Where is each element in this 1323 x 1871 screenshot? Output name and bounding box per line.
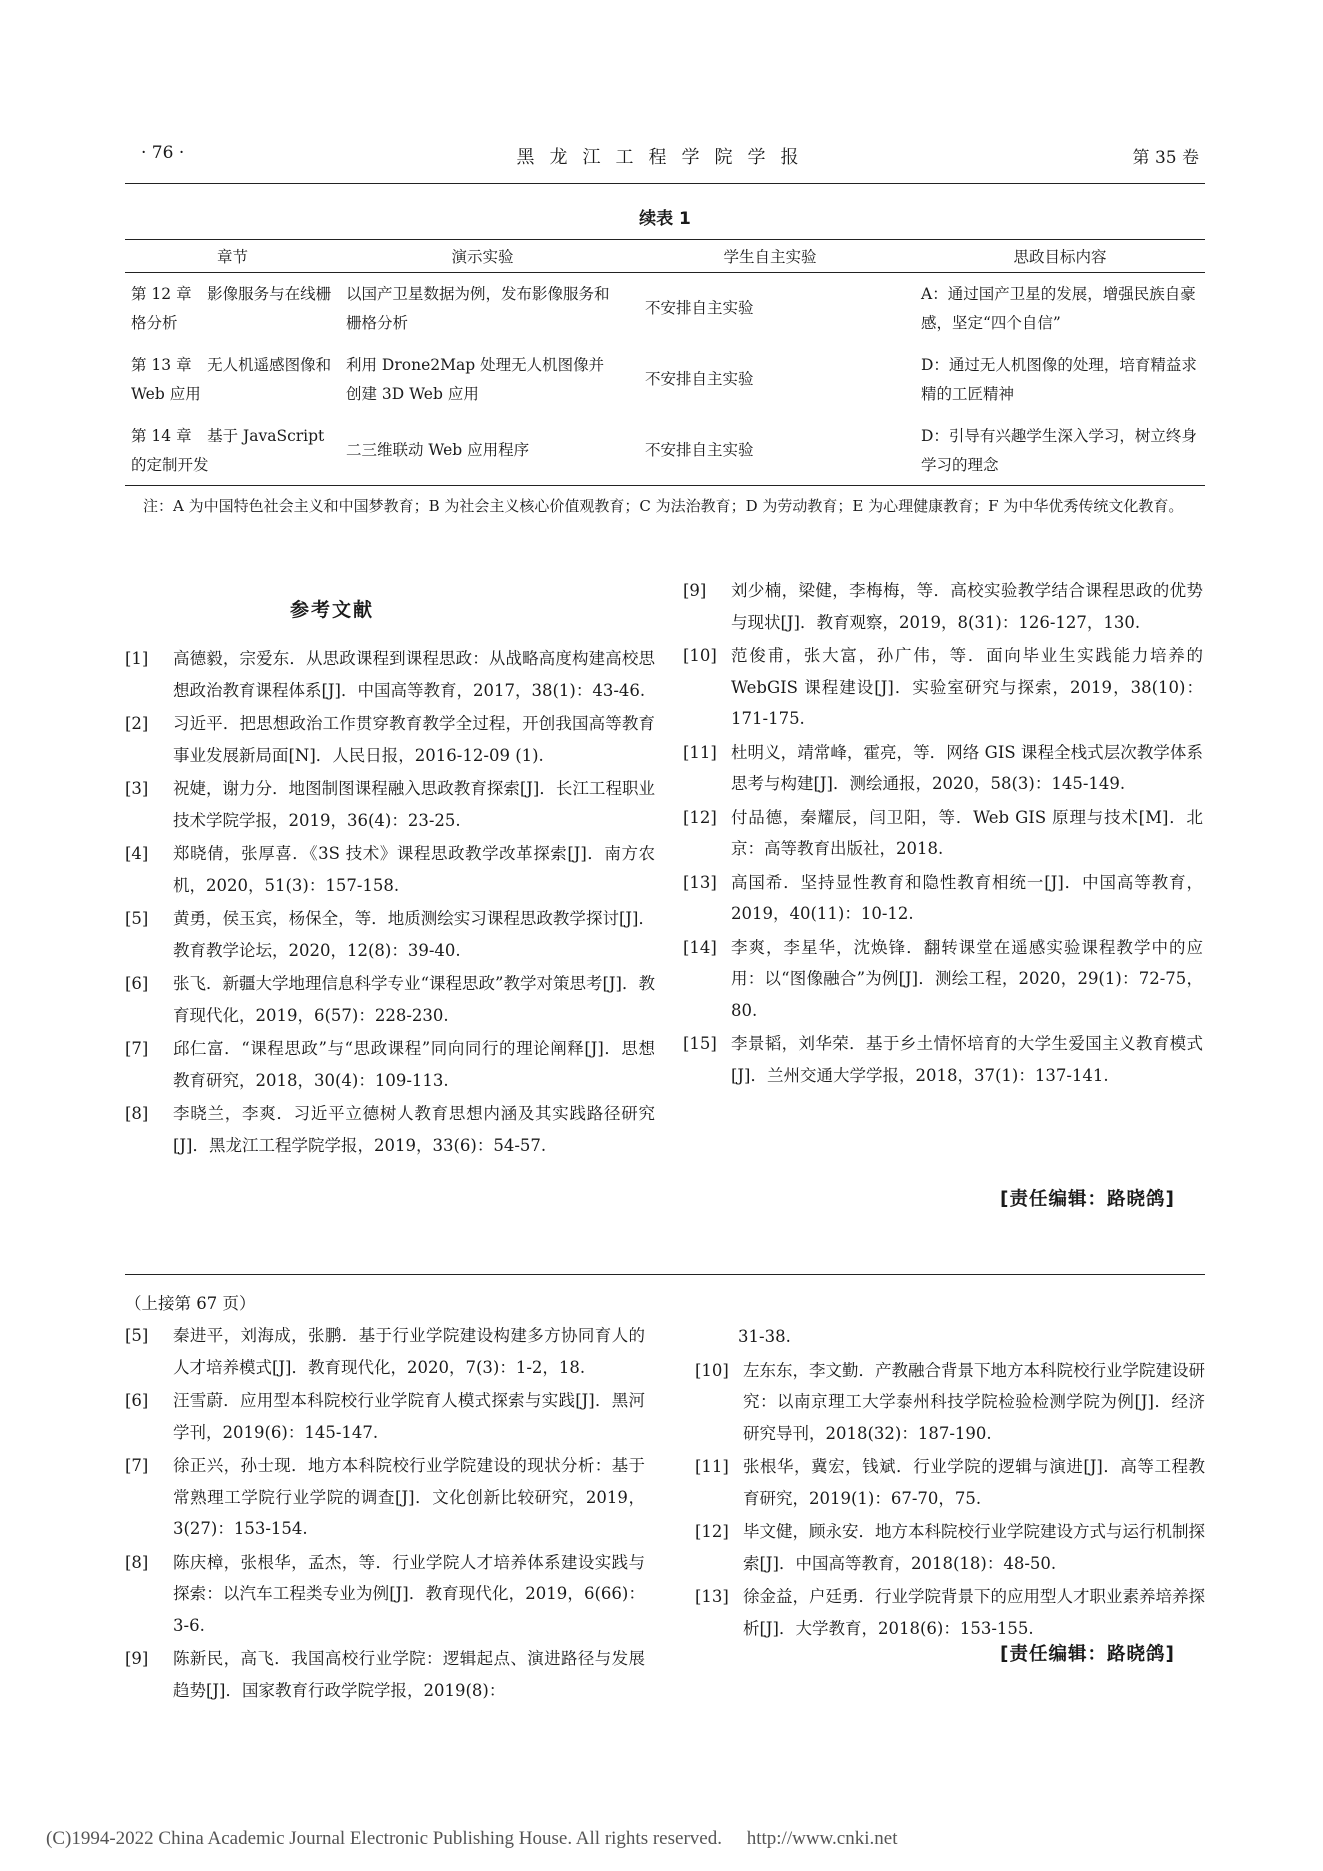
reference-number: [4] [125, 844, 149, 863]
reference-number: [11] [695, 1457, 729, 1476]
reference-text: 李景韬，刘华荣．基于乡土情怀培育的大学生爱国主义教育模式[J]．兰州交通大学学报，2018，37(1)：137-141. [731, 1034, 1203, 1085]
reference-item [125, 1033, 655, 1096]
cell-goal: A：通过国产卫星的发展，增强民族自豪感，坚定“四个自信” [921, 284, 1196, 332]
reference-item [125, 1643, 645, 1706]
reference-text: 习近平．把思想政治工作贯穿教育教学全过程，开创我国高等教育事业发展新局面[N]．人民日报，2016-12-09 (1). [173, 714, 655, 765]
cell-chapter: 第 14 章 基于 JavaScript 的定制开发 [131, 426, 325, 474]
reference-number: [13] [695, 1587, 729, 1606]
reference-text: 秦进平，刘海成，张鹏．基于行业学院建设构建多方协同育人的人才培养模式[J]．教育现代化，2020，7(3)：1-2，18. [173, 1326, 645, 1377]
reference-item [683, 802, 1203, 865]
header-rule [125, 183, 1205, 184]
reference-text: 高国希．坚持显性教育和隐性教育相统一[J]．中国高等教育，2019，40(11)：10-12. [731, 872, 1203, 923]
reference-item [125, 1450, 645, 1545]
copyright-footer [46, 1828, 897, 1850]
header-demo: 演示实验 [340, 240, 625, 273]
reference-text: 黄勇，侯玉宾，杨保全，等．地质测绘实习课程思政教学探讨[J]．教育教学论坛，2020，12(8)：39-40. [173, 909, 655, 960]
reference-text: 张飞．新疆大学地理信息科学专业“课程思政”教学对策思考[J]．教育现代化，2019，6(57)：228-230. [173, 974, 655, 1025]
cell-chapter: 第 12 章 影像服务与在线栅格分析 [131, 284, 332, 332]
continued-left-column [125, 1320, 645, 1708]
reference-text: 郑晓倩，张厚喜．《3S 技术》课程思政教学改革探索[J]．南方农机，2020，51(3)：157-158. [173, 844, 655, 895]
table-title: 续表 1 [639, 209, 691, 229]
reference-item [695, 1581, 1205, 1644]
reference-number: [9] [125, 1649, 149, 1668]
reference-item [125, 773, 655, 836]
header-self-experiment: 学生自主实验 [625, 240, 915, 273]
reference-number: [12] [683, 807, 717, 827]
reference-number: [8] [125, 1104, 149, 1123]
running-header [125, 143, 1205, 173]
cnki-link[interactable]: http://www.cnki.net [746, 1828, 898, 1849]
reference-number: [9] [683, 581, 707, 600]
references-heading: 参考文献 [290, 599, 375, 621]
reference-text: 杜明义，靖常峰，霍亮，等．网络 GIS 课程全栈式层次教学体系思考与构建[J]．测绘通报，2020，58(3)：145-149. [731, 742, 1203, 793]
reference-item [125, 708, 655, 771]
cell-self-experiment: 不安排自主实验 [645, 441, 754, 459]
reference-text: 徐金益，户廷勇．行业学院背景下的应用型人才职业素养培养探析[J]．大学教育，2018(6)：153-155. [743, 1587, 1205, 1638]
reference-text: 汪雪蔚．应用型本科院校行业学院育人模式探索与实践[J]．黑河学刊，2019(6)：145-147. [173, 1391, 645, 1442]
cell-demo: 以国产卫星数据为例，发布影像服务和栅格分析 [346, 284, 610, 332]
copyright-text: (C)1994-2022 China Academic Journal Electronic Publishing House. All rights reserved. [46, 1828, 722, 1849]
reference-item [683, 640, 1203, 735]
cell-goal: D：引导有兴趣学生深入学习，树立终身学习的理念 [921, 426, 1197, 474]
header-goal: 思政目标内容 [915, 240, 1205, 273]
reference-text: 徐正兴，孙士现．地方本科院校行业学院建设的现状分析：基于常熟理工学院行业学院的调查[J]．文化创新比较研究，2019，3(27)：153-154. [173, 1456, 645, 1538]
cell-self-experiment: 不安排自主实验 [645, 370, 754, 388]
reference-number: [11] [683, 742, 717, 762]
reference-text: 李晓兰，李爽．习近平立德树人教育思想内涵及其实践路径研究[J]．黑龙江工程学院学报，2019，33(6)：54-57. [173, 1104, 655, 1155]
reference-item [125, 1098, 655, 1161]
reference-item [683, 1028, 1203, 1091]
reference-number: [15] [683, 1034, 717, 1053]
reference-text: 毕文健，顾永安．地方本科院校行业学院建设方式与运行机制探索[J]．中国高等教育，2018(18)：48-50. [743, 1522, 1205, 1573]
reference-number: [3] [125, 779, 149, 798]
cell-self-experiment: 不安排自主实验 [645, 299, 754, 317]
reference-number: [12] [695, 1522, 729, 1541]
reference-item [683, 867, 1203, 930]
reference-number: [7] [125, 1039, 149, 1058]
reference-number: [7] [125, 1456, 149, 1475]
reference-item [695, 1355, 1205, 1450]
reference-item [683, 737, 1203, 800]
reference-text: 左东东，李文勤．产教融合背景下地方本科院校行业学院建设研究：以南京理工大学泰州科技学院检验检测学院为例[J]．经济研究导刊，2018(32)：187-190. [743, 1360, 1205, 1443]
reference-item [125, 643, 655, 706]
reference-number: [13] [683, 872, 717, 892]
reference-text: 李爽，李星华，沈焕锋．翻转课堂在遥感实验课程教学中的应用：以“图像融合”为例[J]．测绘工程，2020，29(1)：72-75，80. [731, 937, 1203, 1020]
volume-label: 第 35 卷 [1132, 148, 1199, 168]
journal-title: 黑龙江工程学院学报 [516, 147, 814, 168]
curriculum-table [125, 240, 1205, 486]
header-chapter: 章节 [125, 240, 340, 273]
cell-demo: 二三维联动 Web 应用程序 [346, 441, 530, 459]
table-bottom-rule [125, 485, 1205, 486]
table-row [125, 273, 1205, 345]
reference-item [125, 1547, 645, 1642]
reference-number: [1] [125, 649, 149, 668]
page-number: · 76 · [141, 143, 185, 163]
references-right-column [683, 575, 1203, 1093]
table-row [125, 415, 1205, 486]
reference-number: [6] [125, 1391, 149, 1410]
reference-item [125, 903, 655, 966]
reference-text: 陈新民，高飞．我国高校行业学院：逻辑起点、演进路径与发展趋势[J]．国家教育行政学院学报，2019(8)： [173, 1649, 645, 1700]
reference-number: [5] [125, 909, 149, 928]
continued-label: （上接第 67 页） [125, 1294, 256, 1313]
reference-item [125, 838, 655, 901]
reference-text: 范俊甫，张大富，孙广伟，等．面向毕业生实践能力培养的 WebGIS 课程建设[J]．实验室研究与探索，2019，38(10)：171-175. [731, 646, 1203, 728]
continued-right-column [695, 1321, 1205, 1646]
section-divider [125, 1274, 1205, 1275]
reference-continuation: 31-38. [738, 1327, 791, 1346]
reference-item [125, 968, 655, 1031]
reference-number: [8] [125, 1552, 149, 1572]
cell-goal: D：通过无人机图像的处理，培育精益求精的工匠精神 [921, 355, 1197, 403]
table-note: 注：A 为中国特色社会主义和中国梦教育；B 为社会主义核心价值观教育；C 为法治教育；D 为劳动教育；E 为心理健康教育；F 为中华优秀传统文化教育。 [143, 497, 1184, 515]
reference-item [125, 1385, 645, 1448]
reference-text: 祝婕，谢力分．地图制图课程融入思政教育探索[J]．长江工程职业技术学院学报，2019，36(4)：23-25. [173, 779, 655, 830]
references-left-column [125, 643, 655, 1163]
cell-demo: 利用 Drone2Map 处理无人机图像并创建 3D Web 应用 [346, 355, 605, 403]
reference-number: [2] [125, 714, 149, 733]
reference-text: 陈庆樟，张根华，孟杰，等．行业学院人才培养体系建设实践与探索：以汽车工程类专业为例[J]．教育现代化，2019，6(66)：3-6. [173, 1552, 645, 1635]
responsible-editor-continued: [责任编辑：路晓鸽] [1000, 1644, 1175, 1665]
reference-text: 邱仁富．“课程思政”与“思政课程”同向同行的理论阐释[J]．思想教育研究，2018，30(4)：109-113. [173, 1039, 655, 1090]
responsible-editor: [责任编辑：路晓鸽] [1000, 1189, 1175, 1210]
table-row [125, 344, 1205, 415]
reference-number: [14] [683, 937, 717, 957]
reference-item [695, 1451, 1205, 1514]
reference-text: 张根华，冀宏，钱斌．行业学院的逻辑与演进[J]．高等工程教育研究，2019(1)：67-70，75. [743, 1457, 1205, 1508]
reference-text: 高德毅，宗爱东．从思政课程到课程思政：从战略高度构建高校思想政治教育课程体系[J]．中国高等教育，2017，38(1)：43-46. [173, 649, 655, 700]
reference-number: [10] [695, 1360, 729, 1380]
reference-text: 刘少楠，梁健，李梅梅，等．高校实验教学结合课程思政的优势与现状[J]．教育观察，2019，8(31)：126-127，130. [731, 581, 1203, 632]
table-header-row [125, 240, 1205, 273]
cell-chapter: 第 13 章 无人机遥感图像和 Web 应用 [131, 355, 332, 403]
reference-number: [6] [125, 974, 149, 993]
reference-number: [5] [125, 1326, 149, 1345]
reference-item [125, 1320, 645, 1383]
reference-text: 付品德，秦耀辰，闫卫阳，等．Web GIS 原理与技术[M]．北京：高等教育出版社，2018. [731, 807, 1203, 858]
reference-item [683, 575, 1203, 638]
reference-item [683, 932, 1203, 1027]
reference-number: [10] [683, 646, 717, 665]
reference-item [695, 1516, 1205, 1579]
